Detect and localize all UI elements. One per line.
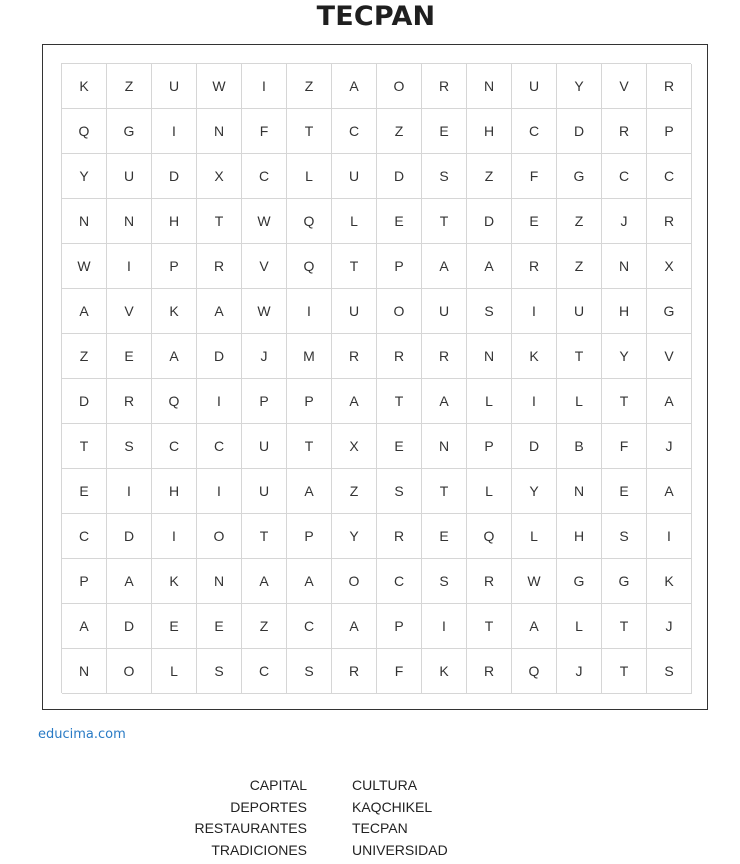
grid-cell[interactable]: Y xyxy=(557,64,602,109)
grid-cell[interactable]: R xyxy=(332,334,377,379)
grid-cell[interactable]: Z xyxy=(242,604,287,649)
grid-cell[interactable]: C xyxy=(197,424,242,469)
grid-cell[interactable]: S xyxy=(377,469,422,514)
word-item: CULTURA xyxy=(352,777,418,793)
grid-cell[interactable]: F xyxy=(602,424,647,469)
grid-cell[interactable]: Q xyxy=(287,199,332,244)
grid-cell[interactable]: G xyxy=(557,559,602,604)
grid-cell[interactable]: W xyxy=(242,289,287,334)
grid-cell[interactable]: H xyxy=(152,469,197,514)
word-item: DEPORTES xyxy=(230,798,307,815)
grid-cell[interactable]: A xyxy=(62,289,107,334)
grid-cell[interactable]: I xyxy=(152,514,197,559)
grid-cell[interactable]: Y xyxy=(602,334,647,379)
grid-cell[interactable]: V xyxy=(647,334,692,379)
grid-cell[interactable]: N xyxy=(422,424,467,469)
grid-cell[interactable]: R xyxy=(602,109,647,154)
grid-cell[interactable]: N xyxy=(107,199,152,244)
grid-cell[interactable]: S xyxy=(602,514,647,559)
grid-cell[interactable]: P xyxy=(377,604,422,649)
site-link[interactable]: educima.com xyxy=(38,727,126,742)
grid-cell[interactable]: L xyxy=(557,379,602,424)
grid-cell[interactable]: P xyxy=(287,379,332,424)
grid-cell[interactable]: E xyxy=(512,199,557,244)
grid-cell[interactable]: H xyxy=(152,199,197,244)
grid-cell[interactable]: Z xyxy=(377,109,422,154)
grid-cell[interactable]: T xyxy=(287,109,332,154)
grid-cell[interactable]: T xyxy=(602,649,647,694)
word-item: RESTAURANTES xyxy=(194,820,307,836)
grid-cell[interactable]: U xyxy=(332,289,377,334)
word-item: CAPITAL xyxy=(249,777,307,793)
word-item: TRADICIONES xyxy=(211,841,307,858)
grid-cell[interactable]: A xyxy=(242,559,287,604)
grid-cell[interactable]: S xyxy=(197,649,242,694)
grid-cell[interactable]: A xyxy=(107,559,152,604)
grid-cell[interactable]: Q xyxy=(512,649,557,694)
grid-cell[interactable]: A xyxy=(422,379,467,424)
grid-cell[interactable]: O xyxy=(107,649,152,694)
grid-cell[interactable]: N xyxy=(197,109,242,154)
grid-cell[interactable]: I xyxy=(287,289,332,334)
grid-cell[interactable]: L xyxy=(467,379,512,424)
word-item: UNIVERSIDAD xyxy=(352,841,448,858)
grid-cell[interactable]: A xyxy=(647,379,692,424)
grid-cell[interactable]: Q xyxy=(152,379,197,424)
grid-cell[interactable]: I xyxy=(107,244,152,289)
word-row xyxy=(0,776,740,798)
grid-cell[interactable]: D xyxy=(377,154,422,199)
grid-cell[interactable]: U xyxy=(557,289,602,334)
grid-cell[interactable]: I xyxy=(107,469,152,514)
grid-cell[interactable]: M xyxy=(287,334,332,379)
grid-cell[interactable]: N xyxy=(62,199,107,244)
grid-cell[interactable]: E xyxy=(602,469,647,514)
grid-cell[interactable]: D xyxy=(152,154,197,199)
grid-cell[interactable]: R xyxy=(377,334,422,379)
grid-cell[interactable]: W xyxy=(197,64,242,109)
grid-cell[interactable]: G xyxy=(602,559,647,604)
grid-cell[interactable]: Q xyxy=(467,514,512,559)
grid-cell[interactable]: L xyxy=(512,514,557,559)
grid-cell[interactable]: X xyxy=(197,154,242,199)
grid-cell[interactable]: U xyxy=(152,64,197,109)
grid-cell[interactable]: C xyxy=(287,604,332,649)
grid-cell[interactable]: R xyxy=(422,64,467,109)
grid-cell[interactable]: F xyxy=(242,109,287,154)
word-list xyxy=(0,776,740,862)
grid-cell[interactable]: U xyxy=(512,64,557,109)
grid-cell[interactable]: J xyxy=(647,424,692,469)
grid-cell[interactable]: L xyxy=(557,604,602,649)
grid-cell[interactable]: D xyxy=(107,604,152,649)
grid-cell[interactable]: S xyxy=(422,154,467,199)
grid-cell[interactable]: P xyxy=(152,244,197,289)
grid-cell[interactable]: U xyxy=(242,469,287,514)
grid-cell[interactable]: R xyxy=(332,649,377,694)
grid-cell[interactable]: D xyxy=(62,379,107,424)
grid-cell[interactable]: R xyxy=(647,64,692,109)
grid-cell[interactable]: E xyxy=(422,514,467,559)
grid-cell[interactable]: Q xyxy=(62,109,107,154)
grid-cell[interactable]: Y xyxy=(512,469,557,514)
grid-cell[interactable]: T xyxy=(197,199,242,244)
grid-cell[interactable]: R xyxy=(422,334,467,379)
grid-cell[interactable]: X xyxy=(647,244,692,289)
grid-cell[interactable]: A xyxy=(422,244,467,289)
grid-cell[interactable]: K xyxy=(512,334,557,379)
grid-cell[interactable]: Y xyxy=(62,154,107,199)
grid-cell[interactable]: H xyxy=(467,109,512,154)
grid-cell[interactable]: N xyxy=(197,559,242,604)
grid-cell[interactable]: I xyxy=(152,109,197,154)
word-row xyxy=(0,819,740,841)
grid-cell[interactable]: D xyxy=(107,514,152,559)
grid-cell[interactable]: S xyxy=(287,649,332,694)
grid-cell[interactable]: J xyxy=(557,649,602,694)
grid-cell[interactable]: Z xyxy=(287,64,332,109)
grid-cell[interactable]: U xyxy=(422,289,467,334)
grid-cell[interactable]: O xyxy=(377,289,422,334)
grid-cell[interactable]: V xyxy=(242,244,287,289)
grid-cell[interactable]: P xyxy=(377,244,422,289)
letter-grid xyxy=(61,63,691,693)
grid-cell[interactable]: A xyxy=(287,469,332,514)
grid-cell[interactable]: G xyxy=(647,289,692,334)
grid-cell[interactable]: R xyxy=(377,514,422,559)
grid-cell[interactable]: E xyxy=(422,109,467,154)
grid-cell[interactable]: R xyxy=(512,244,557,289)
grid-cell[interactable]: J xyxy=(242,334,287,379)
grid-cell[interactable]: E xyxy=(377,424,422,469)
grid-cell[interactable]: C xyxy=(242,154,287,199)
word-row xyxy=(0,841,740,863)
grid-cell[interactable]: U xyxy=(242,424,287,469)
grid-cell[interactable]: Z xyxy=(62,334,107,379)
grid-cell[interactable]: A xyxy=(152,334,197,379)
grid-cell[interactable]: D xyxy=(512,424,557,469)
grid-cell[interactable]: L xyxy=(152,649,197,694)
grid-cell[interactable]: C xyxy=(152,424,197,469)
grid-cell[interactable]: T xyxy=(377,379,422,424)
grid-cell[interactable]: T xyxy=(422,199,467,244)
grid-cell[interactable]: A xyxy=(62,604,107,649)
grid-cell[interactable]: F xyxy=(512,154,557,199)
grid-cell[interactable]: R xyxy=(197,244,242,289)
grid-cell[interactable]: T xyxy=(422,469,467,514)
grid-cell[interactable]: Y xyxy=(332,514,377,559)
grid-cell[interactable]: R xyxy=(107,379,152,424)
puzzle-title: TECPAN xyxy=(316,1,436,32)
grid-cell[interactable]: E xyxy=(152,604,197,649)
grid-cell[interactable]: U xyxy=(107,154,152,199)
grid-cell[interactable]: Q xyxy=(287,244,332,289)
grid-cell[interactable]: R xyxy=(467,559,512,604)
grid-cell[interactable]: H xyxy=(602,289,647,334)
grid-cell[interactable]: I xyxy=(197,379,242,424)
grid-cell[interactable]: C xyxy=(602,154,647,199)
grid-cell[interactable]: I xyxy=(647,514,692,559)
grid-cell[interactable]: I xyxy=(197,469,242,514)
grid-cell[interactable]: F xyxy=(377,649,422,694)
grid-cell[interactable]: I xyxy=(422,604,467,649)
grid-cell[interactable]: L xyxy=(467,469,512,514)
grid-cell[interactable]: T xyxy=(62,424,107,469)
grid-cell[interactable]: D xyxy=(467,199,512,244)
grid-cell[interactable]: P xyxy=(62,559,107,604)
grid-cell[interactable]: Z xyxy=(467,154,512,199)
grid-cell[interactable]: C xyxy=(242,649,287,694)
grid-cell[interactable]: S xyxy=(467,289,512,334)
grid-cell[interactable]: D xyxy=(197,334,242,379)
grid-cell[interactable]: S xyxy=(422,559,467,604)
grid-cell[interactable]: P xyxy=(242,379,287,424)
grid-cell[interactable]: N xyxy=(602,244,647,289)
grid-cell[interactable]: U xyxy=(332,154,377,199)
grid-cell[interactable]: Z xyxy=(107,64,152,109)
word-item: KAQCHIKEL xyxy=(352,798,433,815)
grid-cell[interactable]: N xyxy=(467,334,512,379)
grid-cell[interactable]: N xyxy=(62,649,107,694)
grid-cell[interactable]: Z xyxy=(557,244,602,289)
grid-cell[interactable]: S xyxy=(107,424,152,469)
grid-cell[interactable]: N xyxy=(467,64,512,109)
grid-cell[interactable]: I xyxy=(512,379,557,424)
grid-cell[interactable]: B xyxy=(557,424,602,469)
grid-cell[interactable]: G xyxy=(107,109,152,154)
puzzle-board xyxy=(42,44,708,710)
grid-cell[interactable]: S xyxy=(647,649,692,694)
grid-cell[interactable]: Z xyxy=(332,469,377,514)
grid-cell[interactable]: A xyxy=(332,604,377,649)
grid-cell[interactable]: C xyxy=(332,109,377,154)
grid-cell[interactable]: T xyxy=(467,604,512,649)
grid-cell[interactable]: A xyxy=(332,64,377,109)
grid-cell[interactable]: N xyxy=(557,469,602,514)
grid-cell[interactable]: A xyxy=(467,244,512,289)
grid-cell[interactable]: O xyxy=(377,64,422,109)
grid-cell[interactable]: A xyxy=(332,379,377,424)
grid-cell[interactable]: H xyxy=(557,514,602,559)
grid-cell[interactable]: K xyxy=(152,289,197,334)
grid-cell[interactable]: A xyxy=(647,469,692,514)
grid-cell[interactable]: I xyxy=(242,64,287,109)
grid-cell[interactable]: O xyxy=(197,514,242,559)
grid-cell[interactable]: A xyxy=(287,559,332,604)
grid-cell[interactable]: C xyxy=(377,559,422,604)
grid-cell[interactable]: I xyxy=(512,289,557,334)
grid-cell[interactable]: T xyxy=(602,379,647,424)
grid-cell[interactable]: E xyxy=(62,469,107,514)
grid-cell[interactable]: P xyxy=(287,514,332,559)
grid-cell[interactable]: W xyxy=(62,244,107,289)
grid-cell[interactable]: J xyxy=(602,199,647,244)
grid-cell[interactable]: O xyxy=(332,559,377,604)
grid-cell[interactable]: K xyxy=(647,559,692,604)
grid-cell[interactable]: T xyxy=(287,424,332,469)
grid-cell[interactable]: C xyxy=(647,154,692,199)
grid-cell[interactable]: A xyxy=(197,289,242,334)
grid-cell[interactable]: E xyxy=(377,199,422,244)
grid-cell[interactable]: A xyxy=(512,604,557,649)
word-row xyxy=(0,798,740,820)
grid-cell[interactable]: P xyxy=(647,109,692,154)
grid-cell[interactable]: G xyxy=(557,154,602,199)
grid-cell[interactable]: K xyxy=(422,649,467,694)
grid-cell[interactable]: V xyxy=(107,289,152,334)
grid-cell[interactable]: R xyxy=(647,199,692,244)
grid-cell[interactable]: T xyxy=(242,514,287,559)
grid-cell[interactable]: Z xyxy=(557,199,602,244)
grid-cell[interactable]: D xyxy=(557,109,602,154)
grid-cell[interactable]: V xyxy=(602,64,647,109)
grid-cell[interactable]: W xyxy=(512,559,557,604)
grid-cell[interactable]: E xyxy=(197,604,242,649)
grid-cell[interactable]: K xyxy=(62,64,107,109)
grid-cell[interactable]: P xyxy=(467,424,512,469)
grid-cell[interactable]: C xyxy=(512,109,557,154)
grid-cell[interactable]: C xyxy=(62,514,107,559)
grid-cell[interactable]: R xyxy=(467,649,512,694)
grid-cell[interactable]: W xyxy=(242,199,287,244)
grid-cell[interactable]: E xyxy=(107,334,152,379)
grid-cell[interactable]: K xyxy=(152,559,197,604)
grid-cell[interactable]: L xyxy=(287,154,332,199)
grid-cell[interactable]: L xyxy=(332,199,377,244)
grid-cell[interactable]: J xyxy=(647,604,692,649)
grid-cell[interactable]: T xyxy=(557,334,602,379)
word-item: TECPAN xyxy=(352,820,408,836)
grid-cell[interactable]: T xyxy=(602,604,647,649)
grid-cell[interactable]: X xyxy=(332,424,377,469)
grid-cell[interactable]: T xyxy=(332,244,377,289)
